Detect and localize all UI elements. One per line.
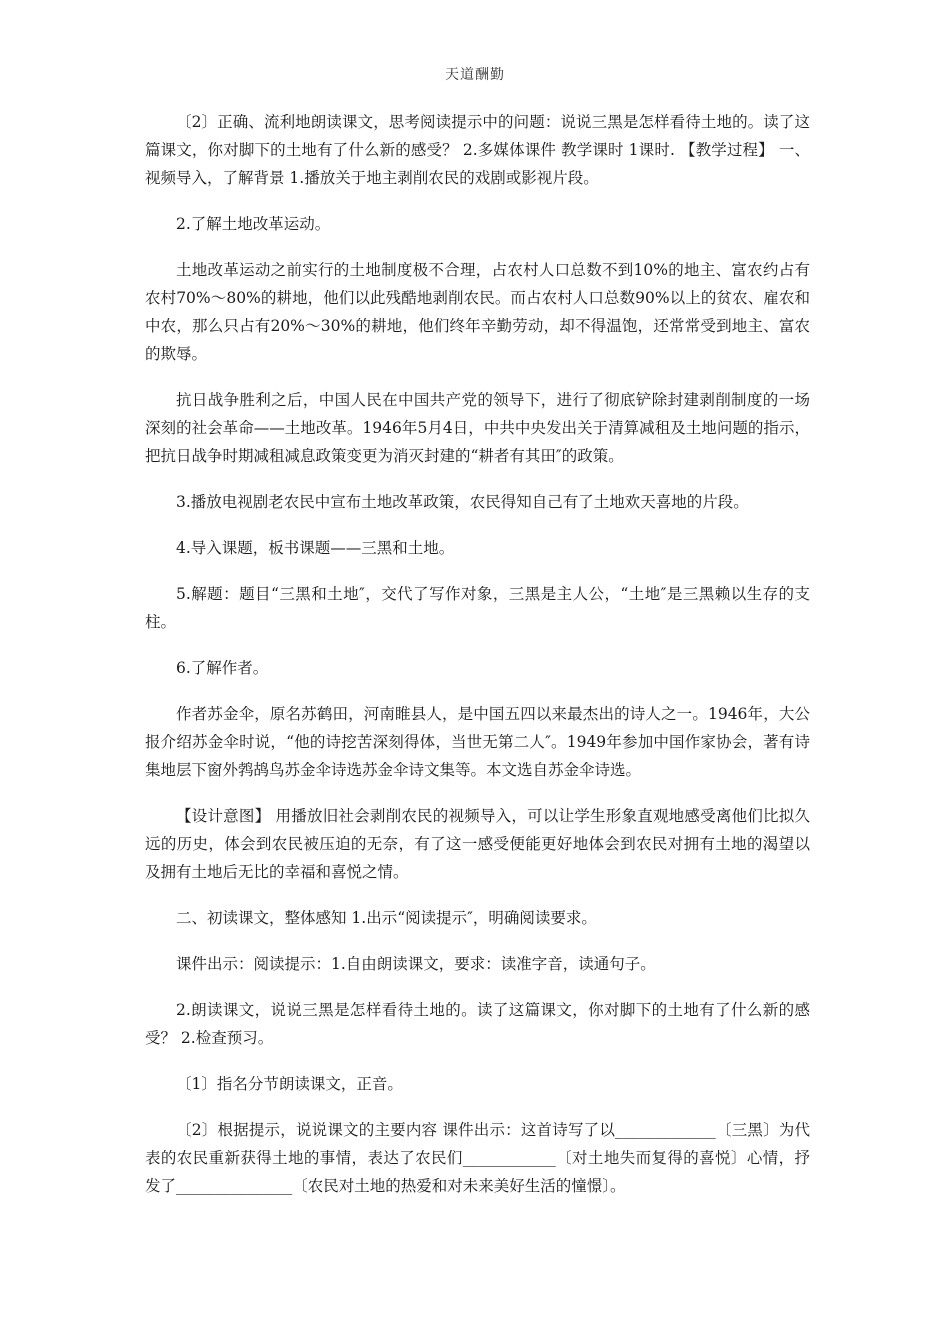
paragraph-3: 土地改革运动之前实行的土地制度极不合理，占农村人口总数不到10%的地主、富农约占有农村70%～80%的耕地，他们以此残酷地剥削农民。而占农村人口总数90%以上的贫农、雇农和中农，那么只占有20%～30%的耕地，他们终年辛勤劳动，却不得温饱，还常常受到地主、富农的欺辱。 (145, 261, 810, 363)
paragraph-12: 课件出示：阅读提示：1.自由朗读课文，要求：读准字音，读通句子。 (176, 955, 656, 973)
paragraph-14: 〔1〕指名分节朗读课文，正音。 (176, 1075, 403, 1093)
paragraph-11: 二、初读课文，整体感知 1.出示“阅读提示″，明确阅读要求。 (176, 909, 597, 927)
paragraph-13: 2.朗读课文，说说三黑是怎样看待土地的。读了这篇课文，你对脚下的土地有了什么新的感受？ 2.检查预习。 (145, 1001, 810, 1047)
paragraph-2: 2.了解土地改革运动。 (176, 215, 331, 233)
page-header: 天道酬勤 (445, 67, 505, 83)
paragraph-10: 【设计意图】 用播放旧社会剥削农民的视频导入，可以让学生形象直观地感受离他们比拟久远的历史，体会到农民被压迫的无奈，有了这一感受便能更好地体会到农民对拥有土地的渴望以及拥有土地后无比的幸福和喜悦之情。 (145, 807, 810, 881)
paragraph-5: 3.播放电视剧老农民中宣布土地改革政策，农民得知自己有了土地欢天喜地的片段。 (176, 493, 749, 511)
paragraph-8: 6.了解作者。 (176, 659, 269, 677)
document-body (145, 108, 810, 1218)
paragraph-9: 作者苏金伞，原名苏鹤田，河南睢县人，是中国五四以来最杰出的诗人之一。1946年，大公报介绍苏金伞时说，“他的诗挖苦深刻得体，当世无第二人″。1949年参加中国作家协会，著有诗集地层下窗外鹁鸪鸟苏金伞诗选苏金伞诗文集等。本文选自苏金伞诗选。 (145, 705, 810, 779)
paragraph-15: 〔2〕根据提示，说说课文的主要内容 课件出示：这首诗写了以_____________〔三黑〕为代表的农民重新获得土地的事情，表达了农民们____________〔对土地失而复得的喜悦〕心情，抒发了_______________〔农民对土地的热爱和对未来美好生活的憧憬〕。 (145, 1121, 810, 1195)
paragraph-6: 4.导入课题，板书课题——三黑和土地。 (176, 539, 455, 557)
paragraph-7: 5.解题：题目“三黑和土地″，交代了写作对象，三黑是主人公，“土地″是三黑赖以生存的支柱。 (145, 585, 810, 631)
paragraph-4: 抗日战争胜利之后，中国人民在中国共产党的领导下，进行了彻底铲除封建剥削制度的一场深刻的社会革命——土地改革。1946年5月4日，中共中央发出关于清算减租及土地问题的指示，把抗日战争时期减租减息政策变更为消灭封建的“耕者有其田″的政策。 (145, 391, 810, 465)
paragraph-1: 〔2〕正确、流利地朗读课文，思考阅读提示中的问题：说说三黑是怎样看待土地的。读了这篇课文，你对脚下的土地有了什么新的感受？ 2.多媒体课件 教学课时 1课时. 【教学过程】 一、视频导入，了解背景 1.播放关于地主剥削农民的戏剧或影视片段。 (145, 113, 810, 187)
